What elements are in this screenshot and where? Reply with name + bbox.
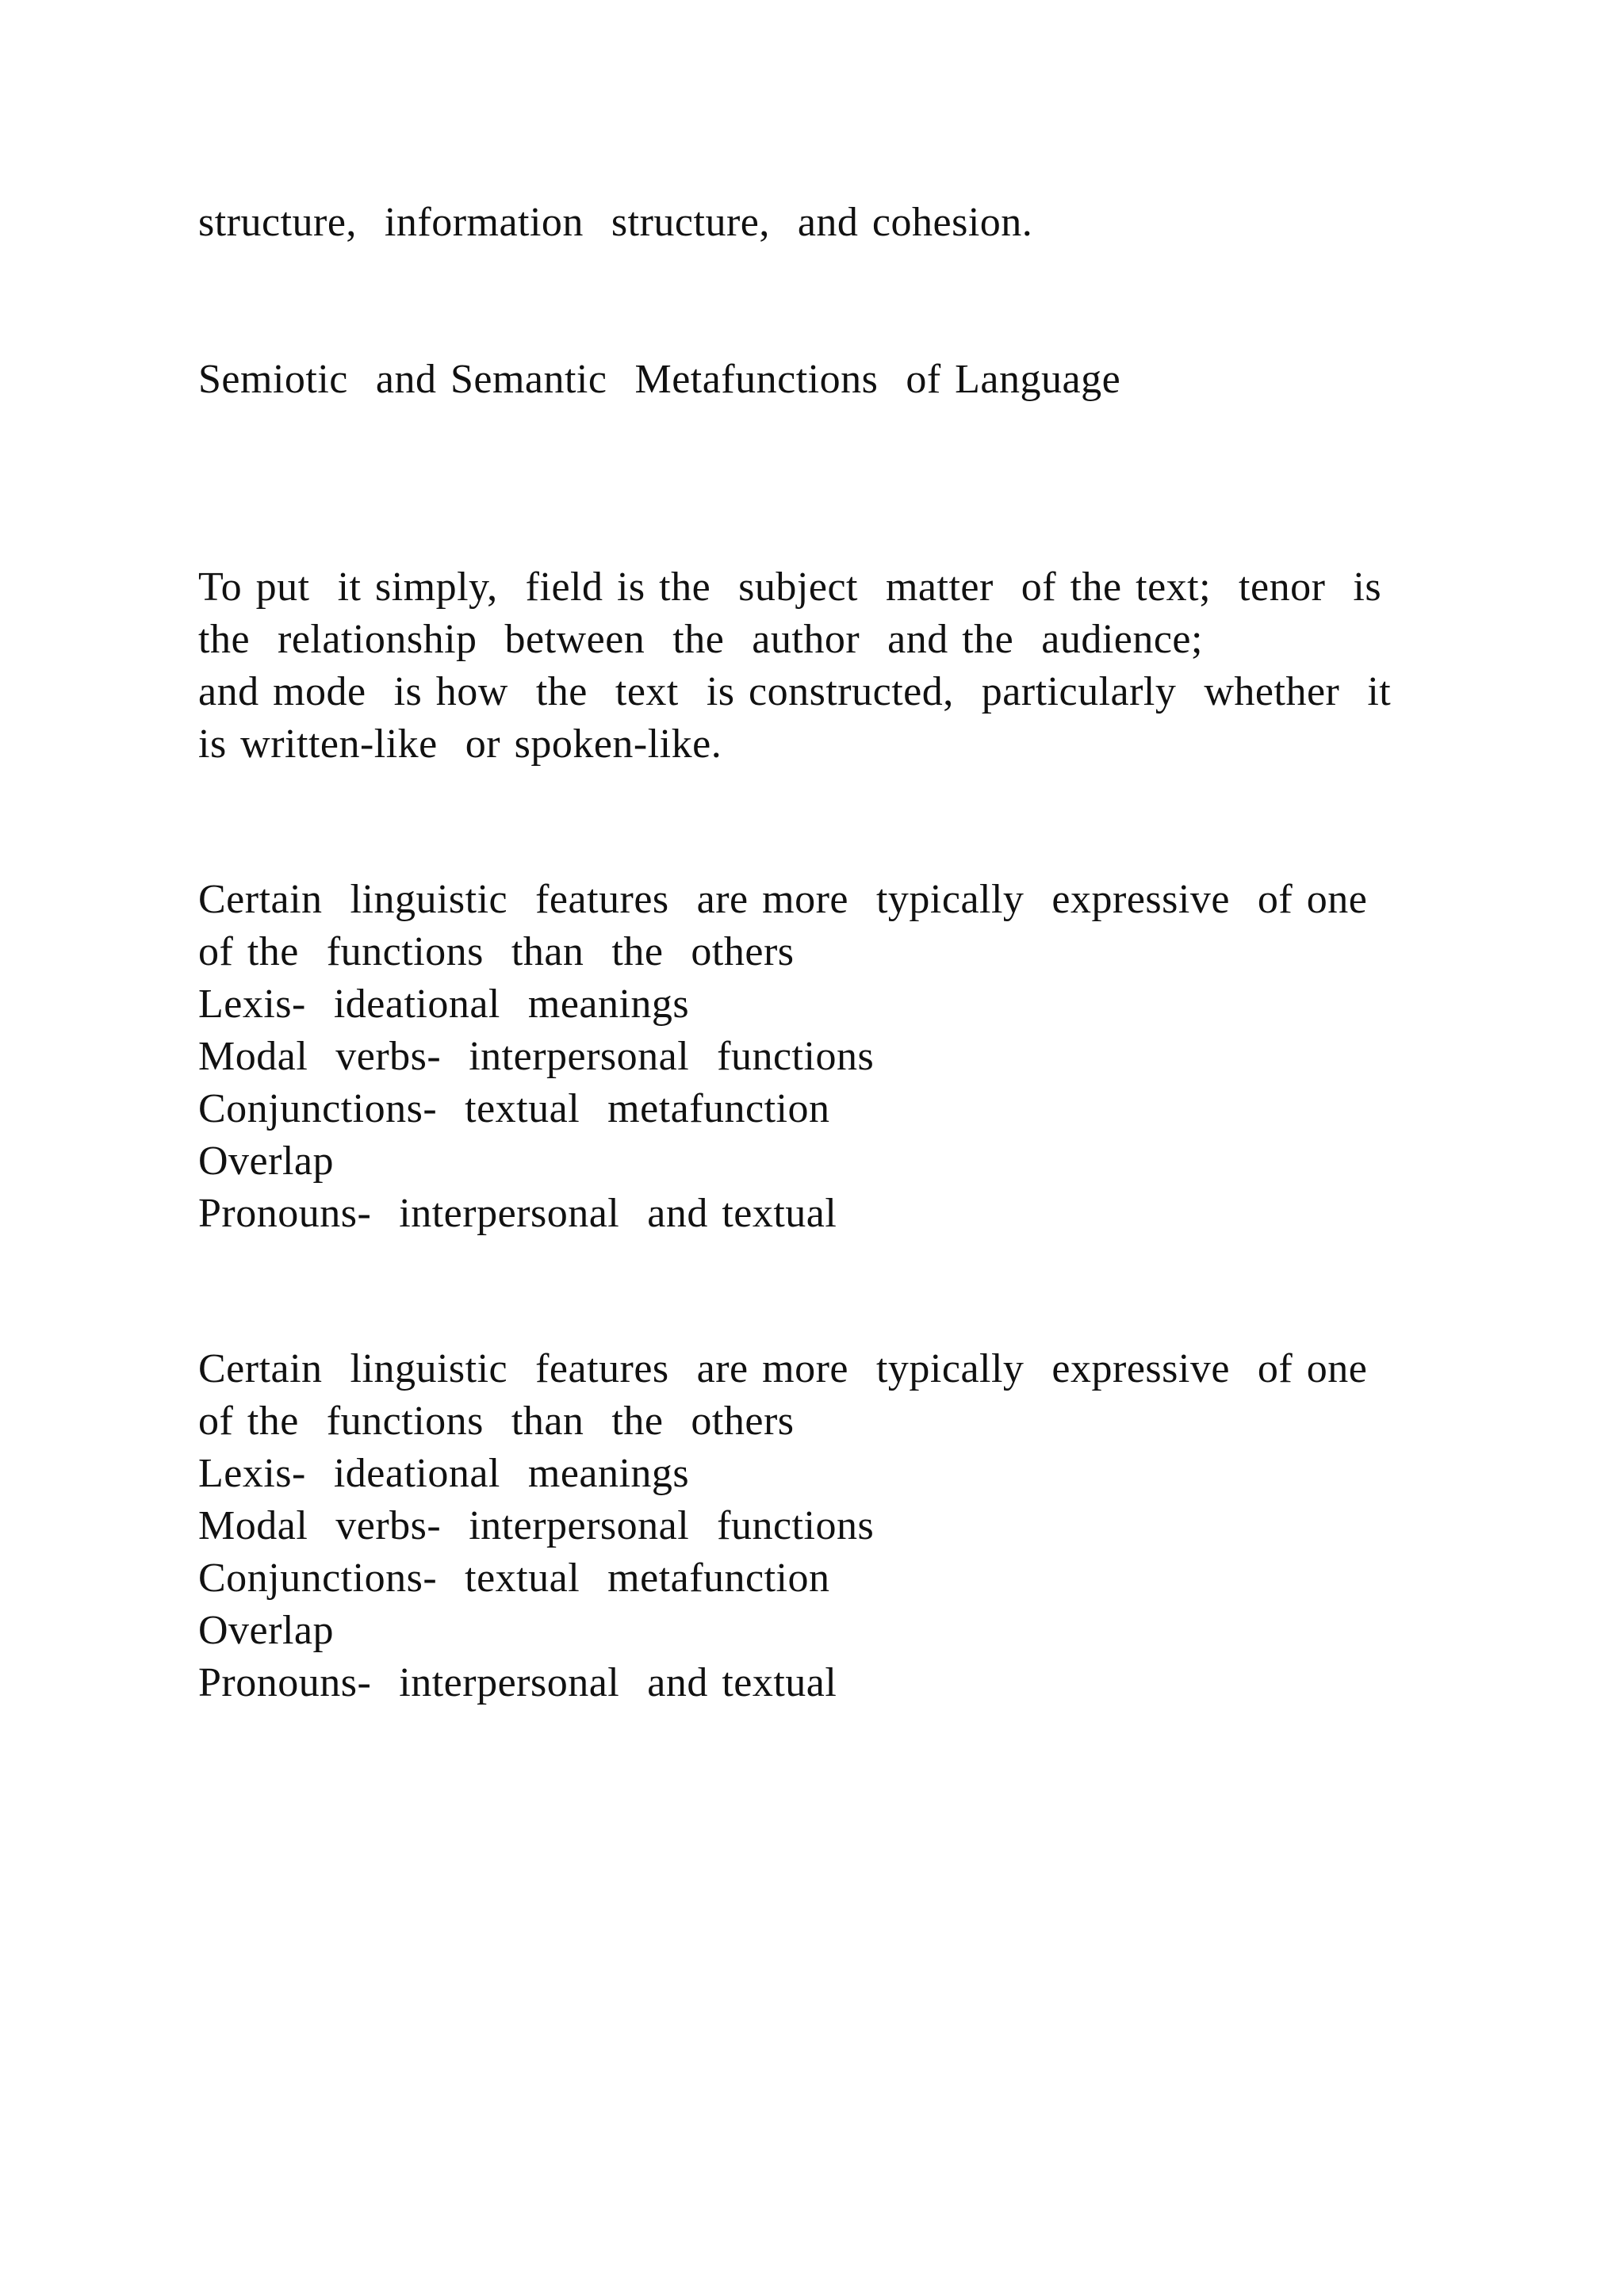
block-line: Overlap [198,1138,334,1184]
block-line: Conjunctions- textual metafunction [198,1086,830,1131]
block-line: Certain linguistic features are more typically expressive of one [198,1346,1368,1391]
intro-line: structure, information structure, and cohesion. [198,200,1033,245]
block-line: Modal verbs- interpersonal functions [198,1034,875,1079]
block-line: Modal verbs- interpersonal functions [198,1503,875,1548]
block-line: Pronouns- interpersonal and textual [198,1191,837,1236]
paragraph-line: and mode is how the text is constructed, particularly whether it [198,669,1392,714]
block-line: Lexis- ideational meanings [198,982,690,1027]
paragraph-line: the relationship between the author and the audience; [198,617,1203,662]
paragraph-line: is written-like or spoken-like. [198,721,722,767]
block-line: of the functions than the others [198,929,795,974]
block-line: Pronouns- interpersonal and textual [198,1660,837,1705]
block-line: Certain linguistic features are more typically expressive of one [198,877,1368,922]
section-heading: Semiotic and Semantic Metafunctions of Language [198,357,1121,402]
paragraph-line: To put it simply, field is the subject matter of the text; tenor is [198,564,1382,610]
block-line: Conjunctions- textual metafunction [198,1556,830,1601]
block-line: Lexis- ideational meanings [198,1451,690,1496]
block-line: Overlap [198,1608,334,1653]
block-line: of the functions than the others [198,1399,795,1444]
